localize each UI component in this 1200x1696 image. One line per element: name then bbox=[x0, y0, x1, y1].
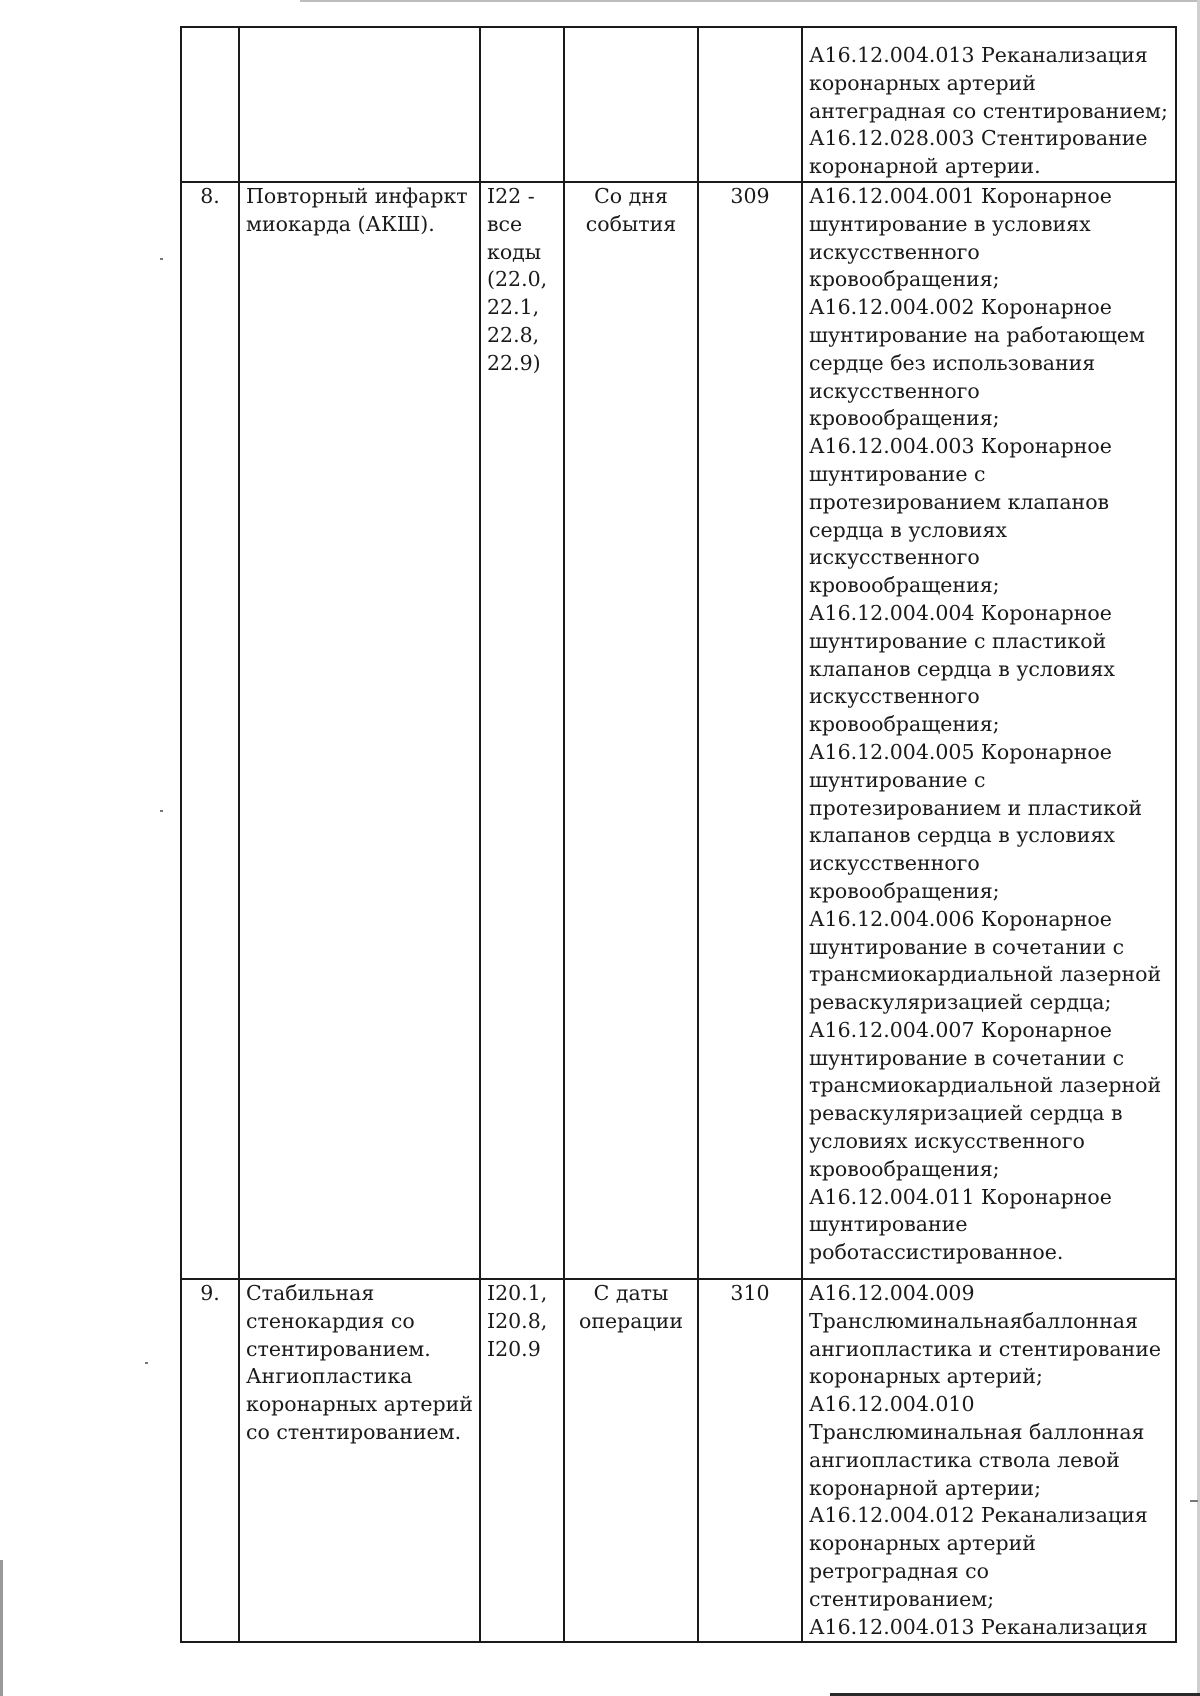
operation-item: А16.12.004.011 Коронарное шунтирование роботассистированное. bbox=[809, 1184, 1112, 1265]
icd-codes-cell: I22 - все коды (22.0, 22.1, 22.8, 22.9) bbox=[480, 182, 564, 1279]
row-number bbox=[181, 27, 239, 182]
scan-speck bbox=[160, 258, 163, 260]
operation-item: А16.12.028.003 Стентирование коронарной артерии. bbox=[809, 126, 1148, 179]
operation-item: А16.12.004.002 Коронарное шунтирование на работающем сердце без использования искусственного кровообращения; bbox=[809, 295, 1145, 431]
operation-item: А16.12.004.003 Коронарное шунтирование с протезированием клапанов сердца в условиях искусственного кровообращения; bbox=[809, 434, 1112, 598]
period-cell: Со дня события bbox=[564, 182, 698, 1279]
operation-item: А16.12.004.004 Коронарное шунтирование с пластикой клапанов сердца в условиях искусственного кровообращения; bbox=[809, 600, 1115, 737]
operation-item: А16.12.004.006 Коронарное шунтирование в сочетании с трансмиокардиальной лазерной реваскуляризацией сердца; bbox=[809, 906, 1162, 1015]
condition-cell: Повторный инфаркт миокарда (АКШ). bbox=[239, 182, 480, 1279]
scan-speck bbox=[145, 1362, 148, 1364]
period-cell bbox=[564, 27, 698, 182]
operation-item: А16.12.004.007 Коронарное шунтирование в сочетании с трансмиокардиальной лазерной реваскуляризацией сердца в условиях искусственного кровообращения; bbox=[809, 1017, 1162, 1181]
scan-speck bbox=[160, 810, 163, 812]
code-cell bbox=[698, 27, 802, 182]
period-cell: С даты операции bbox=[564, 1279, 698, 1642]
icd-codes-cell bbox=[480, 27, 564, 182]
operation-item: А16.12.004.005 Коронарное шунтирование с протезированием и пластикой клапанов сердца в условиях искусственного кровообращения; bbox=[809, 739, 1142, 903]
operations-cell bbox=[802, 27, 1176, 182]
table-row bbox=[181, 1279, 1176, 1642]
scan-edge-left bbox=[0, 1560, 3, 1696]
row-number: 9. bbox=[181, 1279, 239, 1642]
operations-cell bbox=[802, 1279, 1176, 1642]
table-row bbox=[181, 182, 1176, 1279]
table-row bbox=[181, 27, 1176, 182]
condition-cell bbox=[239, 27, 480, 182]
code-cell: 310 bbox=[698, 1279, 802, 1642]
icd-codes-cell: I20.1, I20.8, I20.9 bbox=[480, 1279, 564, 1642]
operation-item: А16.12.004.009 Транслюминальнаябаллонная ангиопластика и стентирование коронарных артерий; bbox=[809, 1280, 1162, 1389]
row-number: 8. bbox=[181, 182, 239, 1279]
code-cell: 309 bbox=[698, 182, 802, 1279]
scan-speck bbox=[1190, 1500, 1198, 1502]
condition-cell: Стабильная стенокардия со стентированием. Ангиопластика коронарных артерий со стентированием. bbox=[239, 1279, 480, 1642]
operation-item: А16.12.004.012 Реканализация коронарных артерий ретроградная со стентированием; bbox=[809, 1503, 1148, 1611]
insurance-conditions-table bbox=[180, 26, 1177, 1643]
operation-item: А16.12.004.013 Реканализация bbox=[809, 1614, 1148, 1639]
operation-item: А16.12.004.010 Транслюминальная баллонная ангиопластика ствола левой коронарной артерии; bbox=[809, 1392, 1145, 1500]
operations-cell bbox=[802, 182, 1176, 1279]
operation-item: А16.12.004.013 Реканализация коронарных артерий антеградная со стентированием; bbox=[809, 43, 1168, 123]
scan-edge-top bbox=[300, 0, 1200, 2]
operation-item: А16.12.004.001 Коронарное шунтирование в условиях искусственного кровообращения; bbox=[809, 183, 1112, 292]
